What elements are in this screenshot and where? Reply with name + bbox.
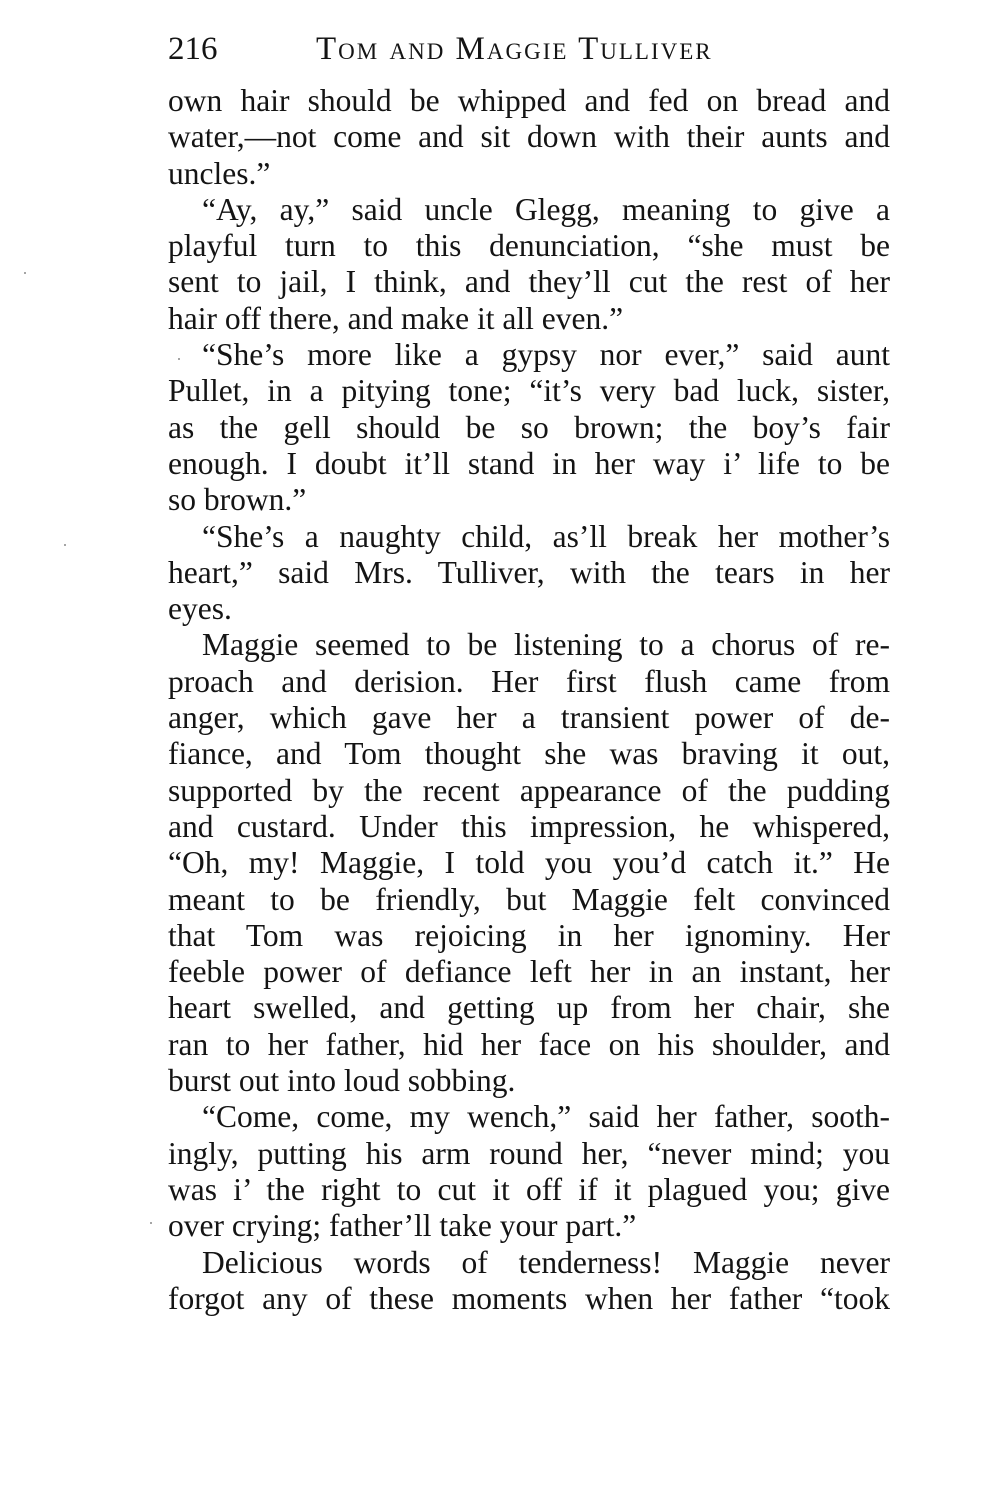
- text-line: was i’ the right to cut it off if it plagued you; give: [168, 1171, 890, 1207]
- text-line: “Ay, ay,” said uncle Glegg, meaning to give a: [202, 191, 890, 227]
- text-line: burst out into loud sobbing.: [168, 1063, 516, 1099]
- running-head: [168, 26, 890, 72]
- text-line: sent to jail, I think, and they’ll cut the rest of her: [168, 264, 890, 300]
- text-line: supported by the recent appearance of the pudding: [168, 772, 890, 808]
- scan-speck: [150, 1222, 152, 1224]
- text-line: fiance, and Tom thought she was braving it out,: [168, 736, 890, 772]
- text-line: Delicious words of tenderness! Maggie never: [202, 1244, 890, 1280]
- scan-speck: [64, 544, 66, 546]
- scan-speck: [24, 272, 26, 274]
- text-line: eyes.: [168, 591, 232, 627]
- body-text: [168, 83, 890, 1317]
- text-line: anger, which gave her a transient power of de-: [168, 700, 890, 736]
- running-title: Tom and Maggie Tulliver: [316, 31, 713, 67]
- text-line: Pullet, in a pitying tone; “it’s very bad luck, sister,: [168, 373, 890, 409]
- text-line: playful turn to this denunciation, “she must be: [168, 228, 890, 264]
- text-line: Maggie seemed to be listening to a chorus of re-: [202, 627, 890, 663]
- text-line: proach and derision. Her first flush came from: [168, 663, 890, 699]
- text-line: “Oh, my! Maggie, I told you you’d catch it.” He: [168, 845, 890, 881]
- text-line: ingly, putting his arm round her, “never mind; you: [168, 1135, 890, 1171]
- text-line: feeble power of defiance left her in an instant, her: [168, 954, 890, 990]
- scan-speck: [178, 358, 180, 360]
- text-line: forgot any of these moments when her father “took: [168, 1280, 890, 1316]
- text-line: uncles.”: [168, 155, 271, 191]
- text-line: water,—not come and sit down with their aunts and: [168, 119, 890, 155]
- text-line: “She’s a naughty child, as’ll break her mother’s: [202, 518, 890, 554]
- text-line: own hair should be whipped and fed on bread and: [168, 83, 890, 118]
- text-line: over crying; father’ll take your part.”: [168, 1208, 637, 1244]
- text-line: “Come, come, my wench,” said her father, sooth-: [202, 1099, 890, 1135]
- text-line: meant to be friendly, but Maggie felt convinced: [168, 881, 890, 917]
- text-line: enough. I doubt it’ll stand in her way i’ life to be: [168, 445, 890, 481]
- text-line: heart,” said Mrs. Tulliver, with the tears in her: [168, 554, 890, 590]
- text-line: ran to her father, hid her face on his shoulder, and: [168, 1026, 890, 1062]
- text-line: “She’s more like a gypsy nor ever,” said aunt: [202, 337, 890, 373]
- text-line: and custard. Under this impression, he whispered,: [168, 808, 890, 844]
- text-line: as the gell should be so brown; the boy’s fair: [168, 409, 890, 445]
- text-line: hair off there, and make it all even.”: [168, 300, 624, 336]
- text-line: that Tom was rejoicing in her ignominy. Her: [168, 917, 890, 953]
- text-line: so brown.”: [168, 482, 307, 518]
- page-number: 216: [168, 31, 218, 67]
- text-line: heart swelled, and getting up from her chair, she: [168, 990, 890, 1026]
